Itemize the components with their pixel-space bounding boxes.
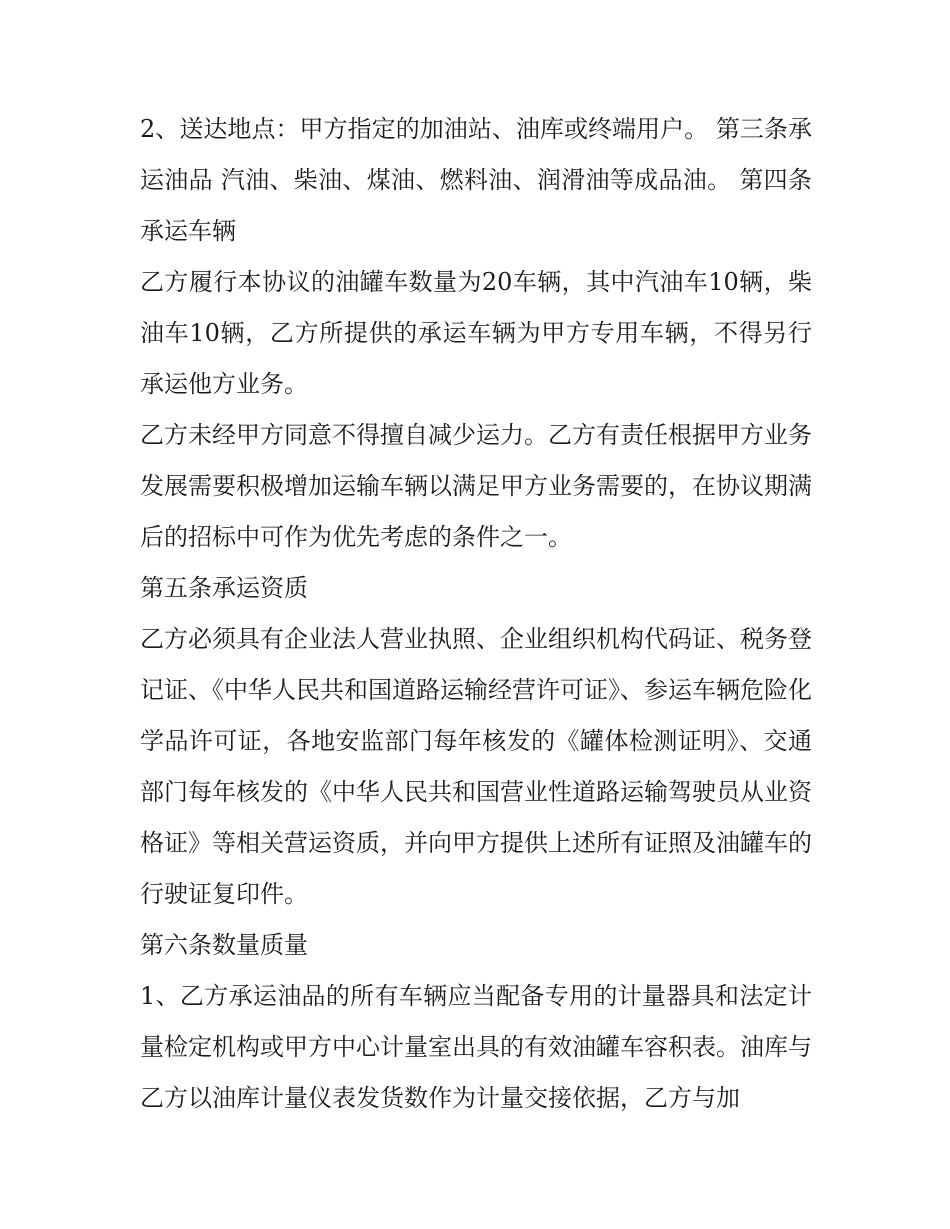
paragraph-metering: 1、乙方承运油品的所有车辆应当配备专用的计量器具和法定计量检定机构或甲方中心计量室出具的有效油罐车容积表。油库与乙方以油库计量仪表发货数作为计量交接依据，乙方与加: [140, 982, 812, 1112]
heading-article-5: 第五条承运资质: [140, 574, 308, 602]
paragraph-capacity-obligation: 乙方未经甲方同意不得擅自减少运力。乙方有责任根据甲方业务发展需要积极增加运输车辆以满足甲方业务需要的，在协议期满后的招标中可作为优先考虑的条件之一。: [140, 421, 812, 551]
paragraph-delivery-location: 2、送达地点：甲方指定的加油站、油库或终端用户。 第三条承运油品 汽油、柴油、煤油、燃料油、润滑油等成品油。 第四条承运车辆: [140, 115, 812, 245]
document-body: [140, 104, 812, 1124]
paragraph-vehicle-count: 乙方履行本协议的油罐车数量为20车辆，其中汽油车10辆，柴油车10辆，乙方所提供的承运车辆为甲方专用车辆，不得另行承运他方业务。: [140, 268, 812, 398]
heading-article-6: 第六条数量质量: [140, 931, 308, 959]
paragraph-qualifications: 乙方必须具有企业法人营业执照、企业组织机构代码证、税务登记证、《中华人民共和国道路运输经营许可证》、参运车辆危险化学品许可证，各地安监部门每年核发的《罐体检测证明》、交通部门每年核发的《中华人民共和国营业性道路运输驾驶员从业资格证》等相关营运资质，并向甲方提供上述所有证照及油罐车的行驶证复印件。: [140, 625, 812, 908]
